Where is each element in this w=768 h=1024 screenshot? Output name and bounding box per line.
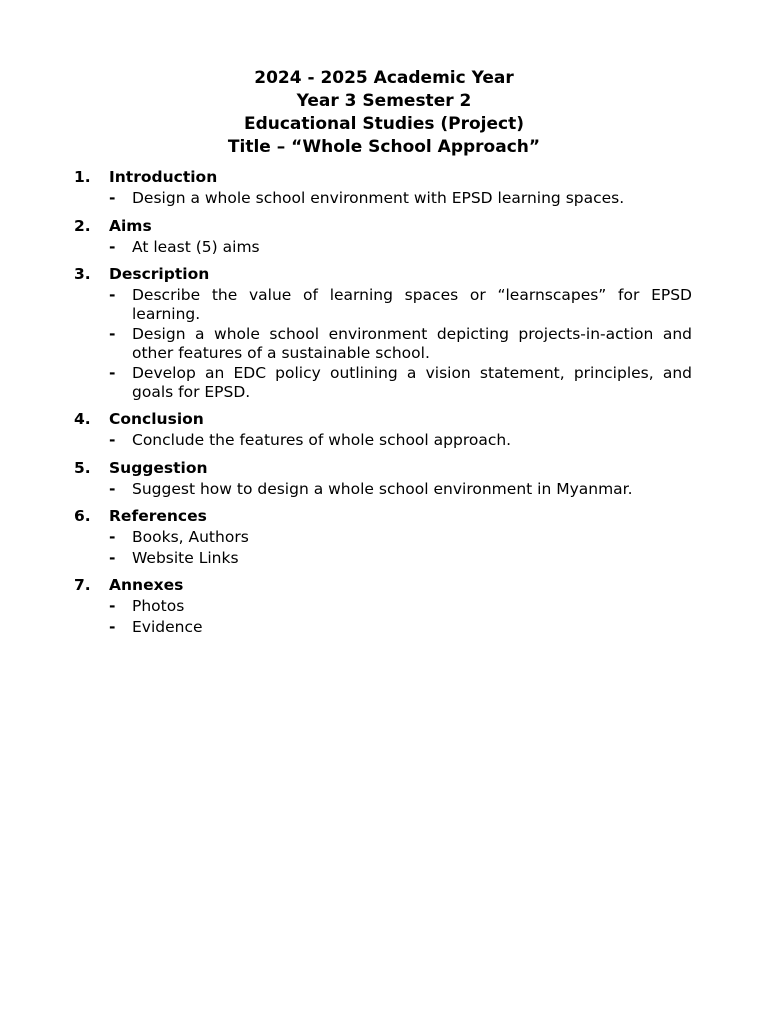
section-title: Aims [109, 216, 152, 235]
section-annexes [74, 575, 692, 636]
list-item-text: Design a whole school environment depicting projects-in-action and other features of a sustainable school. [132, 325, 692, 362]
list-item [109, 480, 692, 499]
list-item [109, 286, 692, 323]
list-item [109, 597, 692, 616]
list-item-text: Conclude the features of whole school approach. [132, 431, 512, 449]
section-items [109, 189, 692, 208]
bullet-dash: - [109, 528, 116, 546]
bullet-dash: - [109, 237, 116, 256]
section-aims [74, 216, 692, 257]
bullet-dash: - [109, 479, 116, 498]
list-item-text: At least (5) aims [132, 237, 260, 256]
section-number: 1. [74, 168, 91, 186]
section-heading [74, 216, 692, 236]
section-title: References [109, 507, 207, 525]
list-item-text: Design a whole school environment with EPSD learning spaces. [132, 189, 625, 207]
section-heading [74, 409, 692, 429]
project-title-heading: Title – “Whole School Approach” [227, 137, 541, 157]
section-items [109, 528, 692, 567]
section-items [109, 597, 692, 636]
list-item-text: Photos [132, 597, 185, 615]
bullet-dash: - [109, 325, 116, 343]
section-introduction [74, 167, 692, 208]
bullet-dash: - [109, 617, 116, 636]
semester-heading: Year 3 Semester 2 [296, 91, 472, 111]
section-number: 7. [74, 576, 91, 594]
list-item [109, 618, 692, 637]
bullet-dash: - [109, 364, 116, 382]
list-item-text: Develop an EDC policy outlining a vision statement, principles, and goals for EPSD. [132, 364, 692, 401]
section-list [74, 167, 692, 644]
section-heading [74, 264, 692, 284]
section-title: Introduction [109, 168, 218, 186]
bullet-dash: - [109, 431, 116, 449]
bullet-dash: - [109, 597, 116, 615]
course-heading: Educational Studies (Project) [243, 114, 525, 134]
section-heading [74, 575, 692, 595]
section-number: 2. [74, 216, 91, 235]
list-item [109, 528, 692, 547]
section-items [109, 238, 692, 257]
list-item [109, 325, 692, 362]
academic-year-heading: 2024 - 2025 Academic Year [254, 68, 514, 88]
section-items [109, 286, 692, 401]
section-items [109, 431, 692, 450]
section-references [74, 506, 692, 567]
bullet-dash: - [109, 286, 116, 304]
list-item [109, 238, 692, 257]
list-item-text: Website Links [132, 548, 239, 567]
section-heading [74, 458, 692, 478]
section-conclusion [74, 409, 692, 450]
bullet-dash: - [109, 189, 116, 207]
list-item-text: Describe the value of learning spaces or “learnscapes” for EPSD learning. [132, 286, 692, 323]
section-number: 3. [74, 265, 91, 283]
section-title: Suggestion [109, 458, 208, 477]
section-title: Description [109, 265, 210, 283]
section-heading [74, 506, 692, 526]
section-title: Conclusion [109, 410, 204, 428]
section-heading [74, 167, 692, 187]
list-item-text: Books, Authors [132, 528, 249, 546]
list-item [109, 189, 692, 208]
list-item [109, 431, 692, 450]
section-items [109, 480, 692, 499]
list-item [109, 364, 692, 401]
section-suggestion [74, 458, 692, 499]
document-header [0, 67, 768, 159]
section-number: 5. [74, 458, 91, 477]
section-number: 4. [74, 410, 91, 428]
list-item [109, 549, 692, 568]
list-item-text: Suggest how to design a whole school environment in Myanmar. [132, 479, 633, 498]
bullet-dash: - [109, 548, 116, 567]
section-description [74, 264, 692, 401]
section-number: 6. [74, 507, 91, 525]
section-title: Annexes [109, 576, 184, 594]
list-item-text: Evidence [132, 617, 203, 636]
